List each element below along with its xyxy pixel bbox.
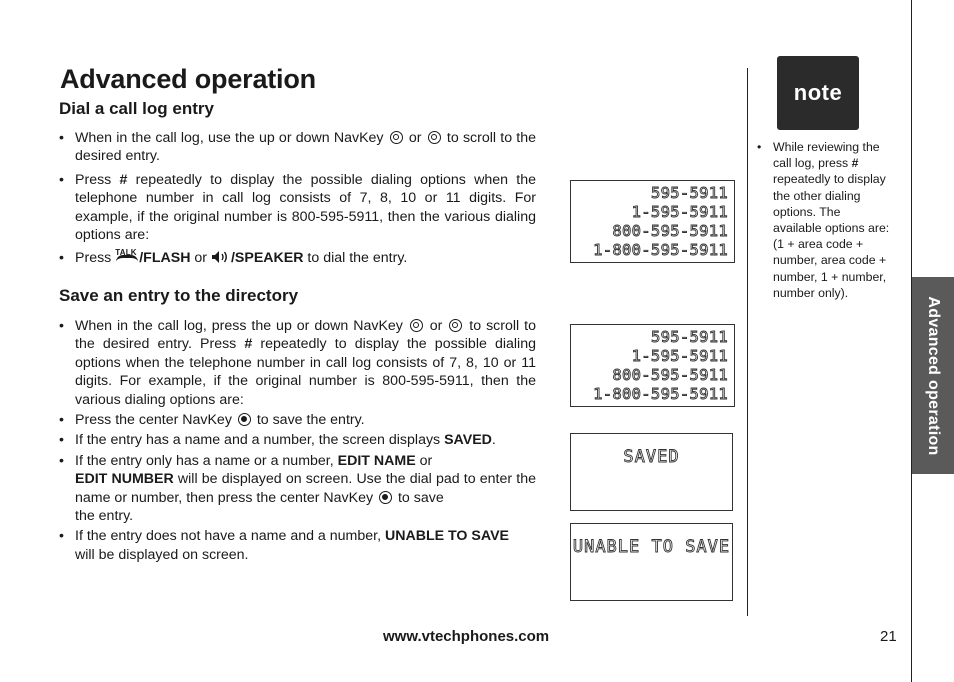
text: the entry. <box>75 508 134 525</box>
handset-screen-dial-options <box>570 180 735 263</box>
text: repeatedly to display the other dialing options. The available options are: (1 + area code + number, area code + number, 1 + number, number only). <box>773 172 890 300</box>
text: will be displayed on screen. <box>75 546 249 563</box>
speaker-key-label: /SPEAKER <box>230 250 304 267</box>
pound-key-label: # <box>244 336 253 353</box>
handset-screen-unable <box>570 523 733 601</box>
dial-instructions-list <box>59 129 536 273</box>
text: Press the center NavKey <box>75 412 236 429</box>
handset-screen-save-options <box>570 324 735 407</box>
text: Press <box>75 171 120 188</box>
screen-line: 800-595-5911 <box>612 222 728 240</box>
note-badge: note <box>777 56 859 130</box>
text: repeatedly to display the possible dialing options when the telephone number in call log consists of 7, 8, 10 or 11 digits. For example, if the original number is 800-595-5911, then the various dialing options are: <box>75 336 536 408</box>
list-item <box>59 317 536 409</box>
flash-key-label: /FLASH <box>139 250 191 267</box>
note-item <box>757 139 892 301</box>
navkey-up-icon <box>390 131 403 144</box>
list-item <box>59 527 536 564</box>
side-tab-label: Advanced operation <box>925 295 942 456</box>
text: to scroll to the desired entry. <box>75 130 537 165</box>
edit-name-label: EDIT NAME <box>337 452 416 469</box>
list-item <box>59 129 536 166</box>
list-item <box>59 411 536 429</box>
text: to save the entry. <box>252 412 365 429</box>
saved-label: SAVED <box>444 432 492 449</box>
pound-key-label: # <box>119 171 128 188</box>
text: repeatedly to display the possible dialing options when the telephone number in call log consists of 7, 8, 10 or 11 digits. For example, if the original number is 800-595-5911, then the various dialing options are: <box>75 171 536 244</box>
navkey-up-icon <box>410 319 423 332</box>
screen-line: 595-5911 <box>650 328 728 346</box>
talk-handset-icon <box>115 249 139 263</box>
screen-line: 1-595-5911 <box>631 203 728 221</box>
text: will be displayed on screen. Use the dial pad to enter the name or number, then press the center NavKey <box>75 471 536 506</box>
navkey-down-icon <box>449 319 462 332</box>
screen-line: 1-595-5911 <box>631 347 728 365</box>
section-side-tab <box>912 277 954 474</box>
text: or <box>190 250 211 267</box>
edit-number-label: EDIT NUMBER <box>75 471 174 488</box>
section-heading-dial: Dial a call log entry <box>59 99 214 118</box>
text: Press <box>75 250 116 267</box>
list-item <box>59 249 536 267</box>
text: to save <box>394 489 444 506</box>
text: If the entry does not have a name and a number, <box>75 528 385 545</box>
list-item <box>59 452 536 526</box>
text: or <box>415 452 433 469</box>
text: to scroll to the desired entry. Press <box>75 318 536 353</box>
text: When in the call log, press the up or down NavKey <box>75 318 408 334</box>
unable-to-save-label: UNABLE TO SAVE <box>384 528 509 545</box>
footer-url: www.vtechphones.com <box>383 628 550 645</box>
screen-line: 595-5911 <box>650 184 728 202</box>
screen-line: UNABLE TO SAVE <box>572 537 731 557</box>
page-title: Advanced operation <box>60 64 316 94</box>
navkey-down-icon <box>428 131 441 144</box>
screen-line: 1-800-595-5911 <box>593 385 728 403</box>
speaker-icon <box>211 250 231 264</box>
pound-key-label: # <box>851 156 859 171</box>
text: or <box>404 130 426 146</box>
save-instructions-list <box>59 317 536 566</box>
screen-line: 800-595-5911 <box>612 366 728 384</box>
section-heading-save: Save an entry to the directory <box>59 286 299 305</box>
text: . <box>491 432 496 449</box>
text: If the entry only has a name or a number, <box>75 452 338 469</box>
text: If the entry has a name and a number, the screen displays <box>75 432 445 449</box>
text: or <box>424 318 448 334</box>
list-item <box>59 171 536 245</box>
column-divider <box>747 68 748 616</box>
page-number: 21 <box>880 628 897 645</box>
handset-screen-saved <box>570 433 733 511</box>
screen-line: 1-800-595-5911 <box>593 241 728 259</box>
list-item <box>59 431 536 449</box>
note-list <box>757 139 892 301</box>
text: While reviewing the call log, press <box>773 140 880 171</box>
text: When in the call log, use the up or down NavKey <box>75 130 388 146</box>
screen-line: SAVED <box>623 447 680 467</box>
navkey-center-icon <box>379 491 392 504</box>
talk-label: TALK <box>115 248 137 258</box>
navkey-center-icon <box>238 413 251 426</box>
text: to dial the entry. <box>303 250 408 267</box>
